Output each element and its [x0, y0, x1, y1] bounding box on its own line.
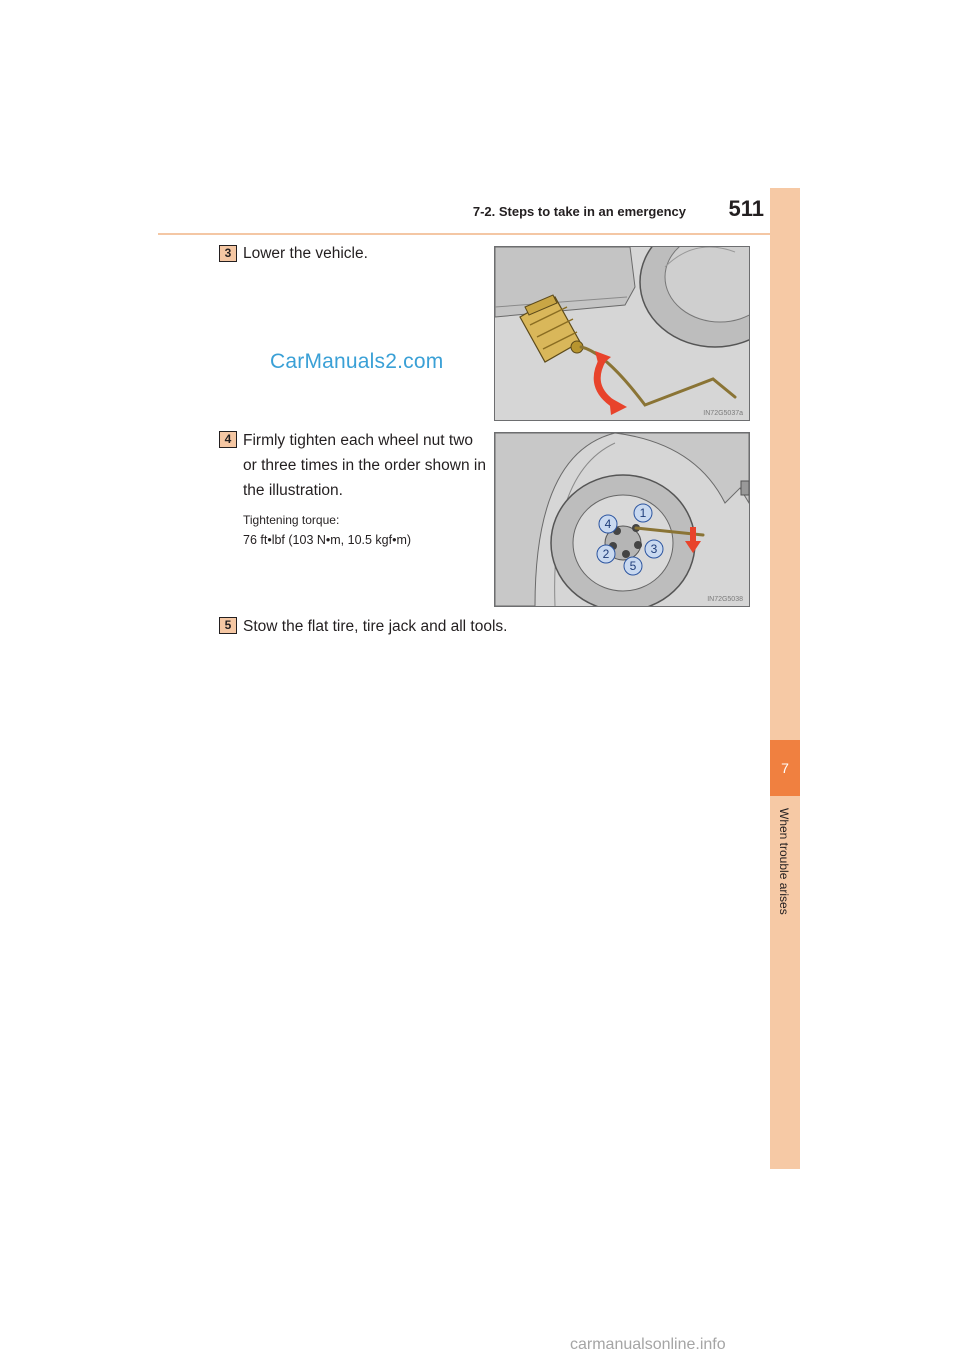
- nut-label-4: 4: [604, 517, 612, 531]
- step-5-text: Stow the flat tire, tire jack and all tools.: [243, 618, 508, 635]
- step-3-badge: 3: [219, 245, 237, 262]
- watermark-link[interactable]: CarManuals2.com: [270, 350, 444, 373]
- nut-5: [622, 550, 630, 558]
- chapter-title: When trouble arises: [777, 808, 791, 915]
- nut-3: [634, 541, 642, 549]
- chapter-side-tab: [770, 188, 800, 1169]
- page-number: 511: [728, 196, 764, 221]
- step-5-badge: 5: [219, 617, 237, 634]
- figure-code: IN72G5038: [707, 596, 743, 603]
- jack-lowering-drawing: [495, 247, 749, 420]
- header-divider: [158, 233, 770, 235]
- torque-value: 76 ft•lbf (103 N•m, 10.5 kgf•m): [243, 533, 412, 547]
- section-header: 7-2. Steps to take in an emergency: [472, 204, 686, 219]
- torque-label: Tightening torque:: [243, 513, 340, 527]
- figure-code: IN72G5037a: [703, 410, 743, 417]
- step-4-text: Firmly tighten each wheel nut two or three times in the order shown in the illustration.: [243, 432, 486, 499]
- nut-label-1: 1: [639, 506, 647, 520]
- chapter-number-tab: 7: [770, 740, 800, 796]
- step-3-text: Lower the vehicle.: [243, 245, 368, 262]
- wheel-nut-order-drawing: [495, 433, 749, 606]
- footer-watermark-link[interactable]: carmanualsonline.info: [570, 1336, 726, 1353]
- nut-label-5: 5: [629, 559, 637, 573]
- nut-label-3: 3: [650, 542, 658, 556]
- jack-lowering-illustration: [494, 246, 750, 421]
- step-4-badge: 4: [219, 431, 237, 448]
- nut-label-2: 2: [602, 547, 610, 561]
- wheel-nut-order-illustration: [494, 432, 750, 607]
